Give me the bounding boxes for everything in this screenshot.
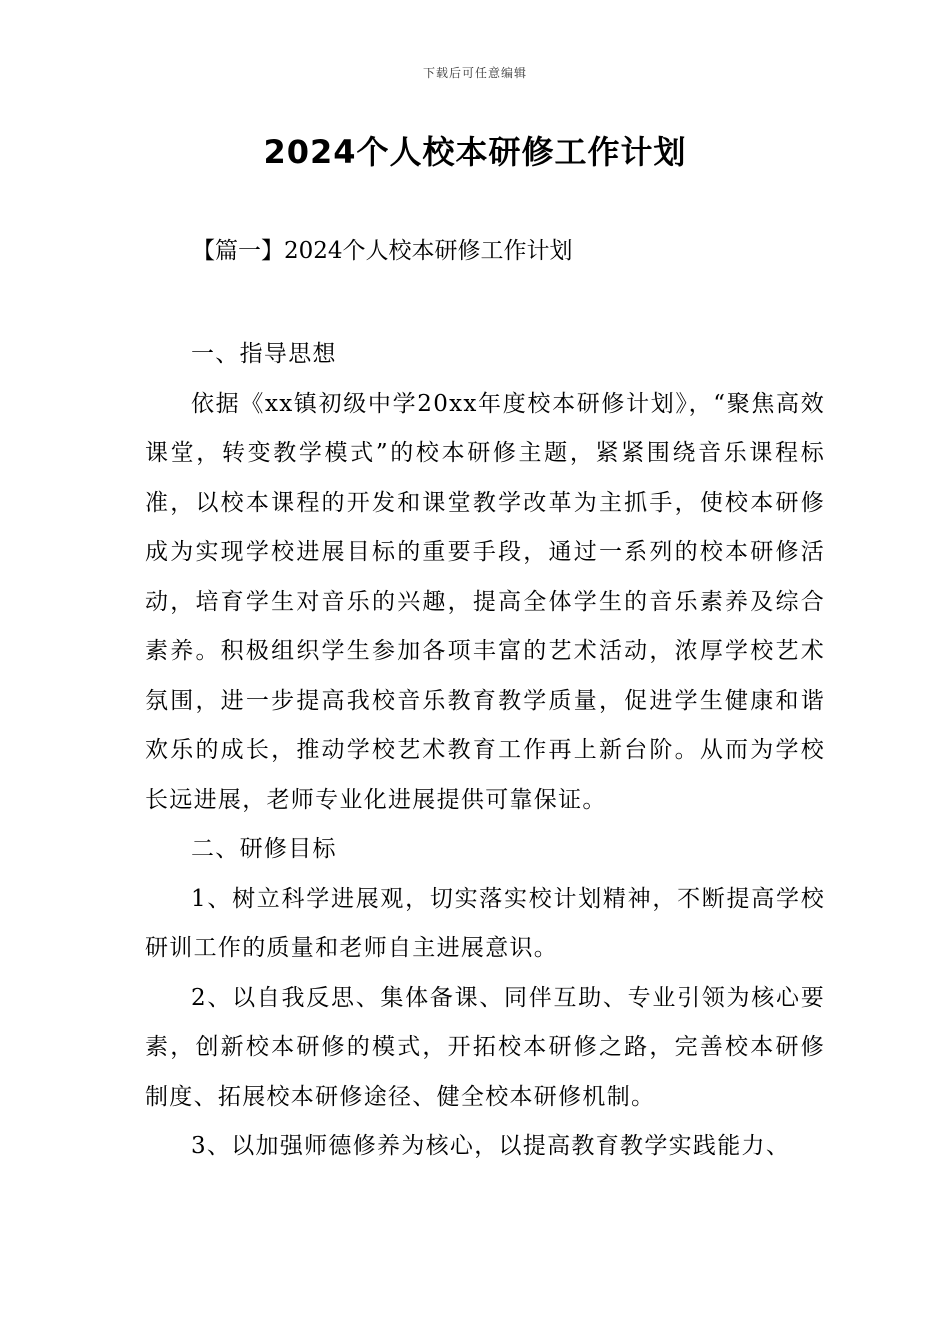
paragraph-goal-3: 3、以加强师德修养为核心，以提高教育教学实践能力、 bbox=[191, 1133, 791, 1159]
heading-study-goals: 二、研修目标 bbox=[191, 836, 337, 862]
header-note: 下载后可任意编辑 bbox=[422, 66, 527, 80]
paragraph-goal-2: 2、以自我反思、集体备课、同伴互助、专业引领为核心要素，创新校本研修的模式，开拓校本研修之路，完善校本研修制度、拓展校本研修途径、健全校本研修机制。 bbox=[145, 984, 825, 1110]
paragraph-guiding-ideology: 依据《xx镇初级中学20xx年度校本研修计划》，“聚焦高效课堂，转变教学模式”的校本研修主题，紧紧围绕音乐课程标准，以校本课程的开发和课堂教学改革为主抓手，使校本研修成为实现学校进展目标的重要手段，通过一系列的校本研修活动，培育学生对音乐的兴趣，提高全体学生的音乐素养及综合素养。积极组织学生参加各项丰富的艺术活动，浓厚学校艺术氛围，进一步提高我校音乐教育教学质量，促进学生健康和谐欢乐的成长，推动学校艺术教育工作再上新台阶。从而为学校长远进展，老师专业化进展提供可靠保证。 bbox=[145, 390, 825, 813]
document-title: 2024个人校本研修工作计划 bbox=[263, 133, 687, 171]
part-heading: 【篇一】2024个人校本研修工作计划 bbox=[192, 238, 573, 264]
paragraph-goal-1: 1、树立科学进展观，切实落实校计划精神，不断提高学校研训工作的质量和老师自主进展意识。 bbox=[145, 885, 825, 961]
heading-guiding-ideology: 一、指导思想 bbox=[191, 341, 337, 367]
document-body bbox=[145, 330, 825, 1172]
